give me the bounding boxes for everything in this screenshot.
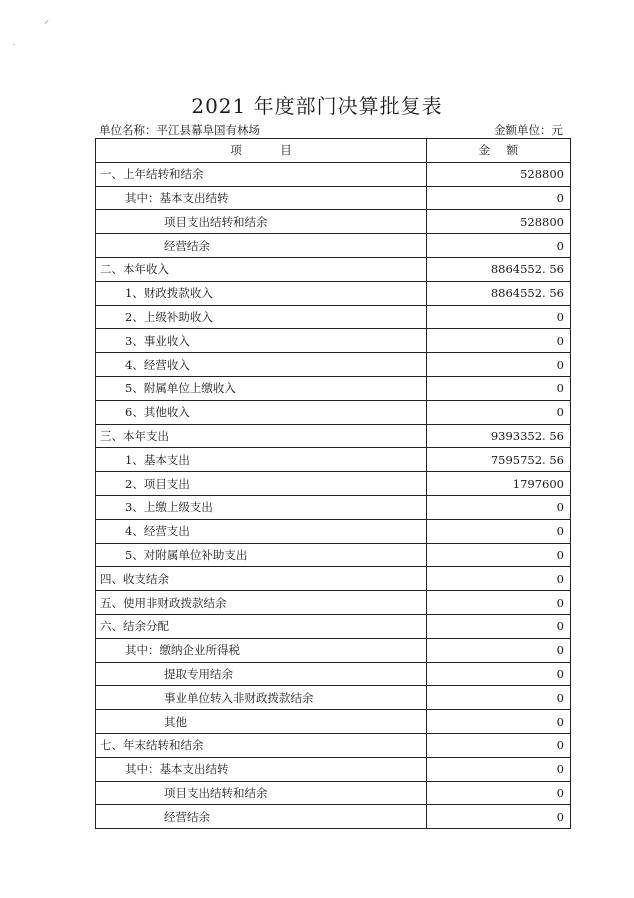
- row-item-label: 三、本年支出: [96, 424, 427, 448]
- table-row: [96, 495, 571, 519]
- row-amount: 0: [427, 781, 571, 805]
- scan-mark-tick: ⸝: [44, 15, 49, 26]
- row-item-label: 其中：基本支出结转: [96, 186, 427, 210]
- scan-mark-dot: ·: [13, 42, 15, 49]
- row-amount: 0: [427, 733, 571, 757]
- row-item-label: 其中：基本支出结转: [96, 757, 427, 781]
- row-amount: 0: [427, 376, 571, 400]
- row-item-label: 2、上级补助收入: [96, 305, 427, 329]
- row-amount: 0: [427, 234, 571, 258]
- header-item: [96, 139, 427, 163]
- table-row: [96, 448, 571, 472]
- header-item-char-2: 目: [280, 143, 292, 158]
- header-item-char-1: 项: [230, 143, 242, 158]
- row-amount: 0: [427, 353, 571, 377]
- row-item-label: 项目支出结转和结余: [96, 210, 427, 234]
- row-item-label: 项目支出结转和结余: [96, 781, 427, 805]
- table-row: [96, 234, 571, 258]
- final-accounts-table: [95, 138, 571, 829]
- table-row: [96, 376, 571, 400]
- header-amount-char-2: 额: [506, 143, 520, 158]
- row-amount: 9393352. 56: [427, 424, 571, 448]
- table-row: [96, 305, 571, 329]
- row-item-label: 5、附属单位上缴收入: [96, 376, 427, 400]
- row-amount: 8864552. 56: [427, 281, 571, 305]
- table-row: [96, 210, 571, 234]
- row-amount: 528800: [427, 210, 571, 234]
- row-amount: 0: [427, 614, 571, 638]
- table-row: [96, 519, 571, 543]
- row-amount: 0: [427, 305, 571, 329]
- table-row: [96, 257, 571, 281]
- row-item-label: 六、结余分配: [96, 614, 427, 638]
- row-amount: 0: [427, 638, 571, 662]
- row-item-label: 5、对附属单位补助支出: [96, 543, 427, 567]
- row-item-label: 其他: [96, 710, 427, 734]
- row-item-label: 6、其他收入: [96, 400, 427, 424]
- row-item-label: 五、使用非财政拨款结余: [96, 591, 427, 615]
- row-item-label: 二、本年收入: [96, 257, 427, 281]
- row-item-label: 提取专用结余: [96, 662, 427, 686]
- table-row: [96, 710, 571, 734]
- table-row: [96, 805, 571, 829]
- row-item-label: 经营结余: [96, 805, 427, 829]
- row-amount: 0: [427, 686, 571, 710]
- row-item-label: 1、基本支出: [96, 448, 427, 472]
- row-amount: 0: [427, 329, 571, 353]
- header-amount-char-1: 金: [478, 143, 492, 158]
- table-row: [96, 424, 571, 448]
- table-row: [96, 353, 571, 377]
- row-amount: 0: [427, 186, 571, 210]
- currency-unit: 金额单位：元: [494, 123, 563, 137]
- table-row: [96, 591, 571, 615]
- row-item-label: 2、项目支出: [96, 472, 427, 496]
- table-row: [96, 281, 571, 305]
- table-row: [96, 662, 571, 686]
- row-item-label: 一、上年结转和结余: [96, 162, 427, 186]
- header-amount: [427, 139, 571, 163]
- row-amount: 0: [427, 662, 571, 686]
- table-row: [96, 472, 571, 496]
- row-amount: 0: [427, 519, 571, 543]
- row-item-label: 3、事业收入: [96, 329, 427, 353]
- page-title: 2021 年度部门决算批复表: [191, 94, 443, 118]
- row-amount: 0: [427, 543, 571, 567]
- table-row: [96, 329, 571, 353]
- row-item-label: 经营结余: [96, 234, 427, 258]
- row-item-label: 其中：缴纳企业所得税: [96, 638, 427, 662]
- table-row: [96, 567, 571, 591]
- row-amount: 0: [427, 400, 571, 424]
- table-row: [96, 400, 571, 424]
- table-row: [96, 614, 571, 638]
- unit-name: 单位名称：平江县幕阜国有林场: [99, 123, 260, 137]
- table-row: [96, 733, 571, 757]
- table-row: [96, 686, 571, 710]
- table-row: [96, 186, 571, 210]
- row-item-label: 七、年末结转和结余: [96, 733, 427, 757]
- row-amount: 0: [427, 757, 571, 781]
- row-item-label: 四、收支结余: [96, 567, 427, 591]
- row-item-label: 3、上缴上级支出: [96, 495, 427, 519]
- row-amount: 0: [427, 805, 571, 829]
- row-item-label: 事业单位转入非财政拨款结余: [96, 686, 427, 710]
- table-header-row: [96, 139, 571, 163]
- table-row: [96, 781, 571, 805]
- row-item-label: 4、经营支出: [96, 519, 427, 543]
- row-item-label: 1、财政拨款收入: [96, 281, 427, 305]
- table-row: [96, 162, 571, 186]
- table-row: [96, 638, 571, 662]
- row-amount: 0: [427, 567, 571, 591]
- row-amount: 528800: [427, 162, 571, 186]
- row-amount: 7595752. 56: [427, 448, 571, 472]
- table-row: [96, 757, 571, 781]
- row-amount: 0: [427, 710, 571, 734]
- row-amount: 0: [427, 591, 571, 615]
- row-amount: 1797600: [427, 472, 571, 496]
- row-amount: 8864552. 56: [427, 257, 571, 281]
- row-amount: 0: [427, 495, 571, 519]
- row-item-label: 4、经营收入: [96, 353, 427, 377]
- table-row: [96, 543, 571, 567]
